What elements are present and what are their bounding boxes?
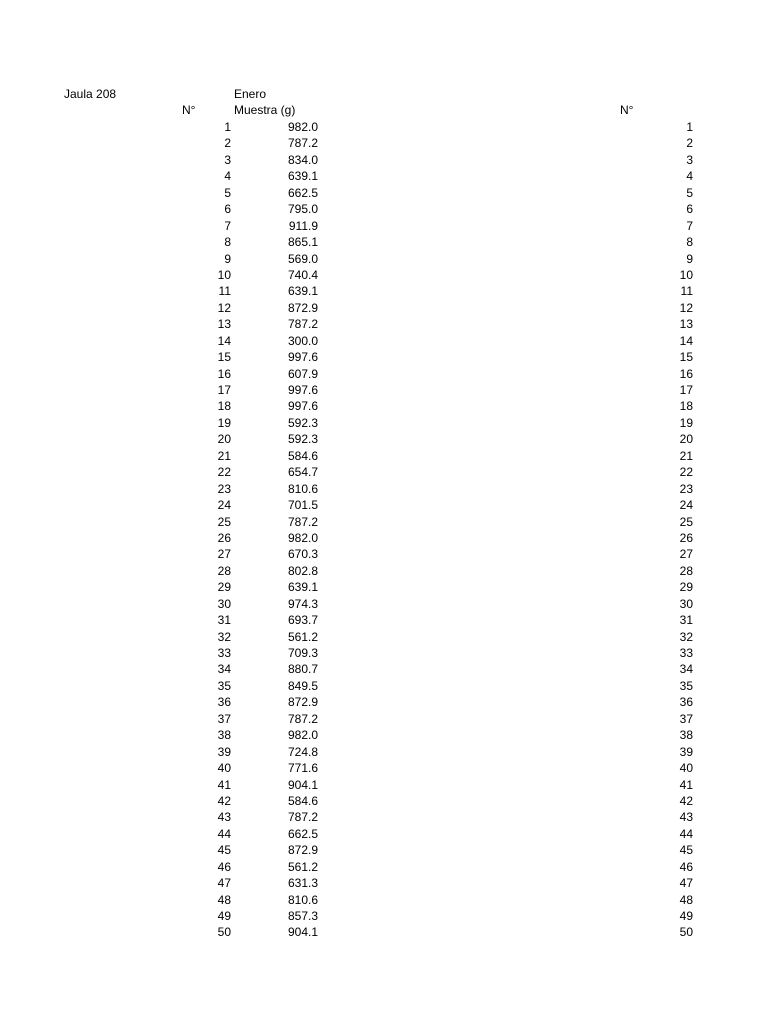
- row-number-right: 48: [679, 892, 693, 907]
- sample-value: 724.8: [287, 744, 318, 759]
- sample-value: 865.1: [287, 235, 318, 250]
- row-number-right: 32: [679, 629, 693, 644]
- row-number-right: 50: [679, 925, 693, 940]
- row-number: 1: [224, 120, 231, 134]
- sample-header: Muestra (g): [234, 103, 296, 117]
- row-number-right: 2: [686, 136, 693, 151]
- sample-value: 849.5: [287, 678, 318, 693]
- row-number-right: 45: [679, 843, 693, 858]
- row-number-right: 8: [686, 235, 693, 250]
- row-number: 22: [217, 465, 231, 480]
- row-number-right: 23: [679, 481, 693, 496]
- sample-value: 631.3: [287, 876, 318, 891]
- row-number-right: 43: [679, 810, 693, 825]
- row-number-right: 42: [679, 793, 693, 808]
- row-number-right: 11: [680, 284, 693, 299]
- sample-value: 639.1: [287, 580, 318, 595]
- row-number: 18: [217, 399, 231, 414]
- row-number: 28: [217, 563, 231, 578]
- row-number: 31: [217, 613, 231, 628]
- sample-value: 639.1: [287, 169, 318, 184]
- row-number-right: 6: [686, 202, 693, 217]
- row-number-right: 31: [679, 613, 693, 628]
- row-number: 21: [217, 448, 231, 463]
- row-number-right: 34: [679, 662, 693, 677]
- sample-value: 670.3: [287, 547, 318, 562]
- row-number: 47: [217, 876, 231, 891]
- row-number: 46: [217, 859, 231, 874]
- sample-value: 904.1: [287, 925, 318, 940]
- sample-value: 787.2: [287, 136, 318, 151]
- row-number: 48: [217, 892, 231, 907]
- row-number-right: 44: [679, 826, 693, 841]
- row-number: 3: [224, 152, 231, 167]
- sample-value: 810.6: [287, 892, 318, 907]
- row-number-right: 12: [679, 300, 693, 315]
- row-number: 45: [217, 843, 231, 858]
- row-number-right: 7: [686, 218, 693, 233]
- sample-value: 709.3: [287, 646, 318, 660]
- row-number: 30: [217, 596, 231, 611]
- right-number-column: [660, 119, 693, 941]
- sample-value: 810.6: [287, 481, 318, 496]
- sample-value: 607.9: [287, 366, 318, 381]
- row-number-right: 17: [679, 383, 693, 397]
- row-number: 7: [224, 218, 231, 233]
- left-number-column: [200, 119, 231, 941]
- row-number-right: 38: [679, 728, 693, 743]
- row-number: 5: [224, 185, 231, 200]
- row-number-right: 36: [679, 695, 693, 710]
- sample-value: 880.7: [287, 662, 318, 677]
- row-number-right: 49: [679, 909, 693, 923]
- sample-value: 787.2: [287, 317, 318, 332]
- row-number-right: 19: [679, 415, 693, 430]
- number-header-right: N°: [620, 103, 634, 117]
- row-number-right: 20: [679, 432, 693, 447]
- row-number-right: 9: [686, 251, 693, 266]
- sample-value: 569.0: [287, 251, 318, 266]
- row-number: 37: [217, 711, 231, 726]
- row-number: 14: [217, 333, 231, 348]
- sample-value: 693.7: [287, 613, 318, 628]
- number-header-left: N°: [182, 103, 196, 117]
- row-number: 12: [217, 300, 231, 315]
- sample-value: 561.2: [287, 859, 318, 874]
- cage-label: Jaula 208: [64, 87, 117, 101]
- row-number-right: 33: [679, 646, 693, 660]
- row-number: 6: [224, 202, 231, 217]
- sample-value: 300.0: [287, 333, 318, 348]
- row-number-right: 24: [679, 498, 693, 513]
- row-number-right: 30: [679, 596, 693, 611]
- sample-value: 584.6: [287, 448, 318, 463]
- row-number-right: 13: [679, 317, 693, 332]
- sample-value: 982.0: [287, 120, 318, 134]
- row-number-right: 46: [679, 859, 693, 874]
- row-number-right: 15: [679, 350, 693, 365]
- sample-value: 662.5: [287, 185, 318, 200]
- sample-value: 872.9: [287, 695, 318, 710]
- row-number: 32: [217, 629, 231, 644]
- row-number-right: 3: [686, 152, 693, 167]
- row-number: 11: [218, 284, 231, 299]
- row-number: 15: [217, 350, 231, 365]
- row-number: 20: [217, 432, 231, 447]
- sample-value: 662.5: [287, 826, 318, 841]
- sample-value: 997.6: [287, 350, 318, 365]
- row-number: 19: [217, 415, 231, 430]
- row-number: 44: [217, 826, 231, 841]
- sample-value: 592.3: [287, 415, 318, 430]
- row-number: 39: [217, 744, 231, 759]
- row-number: 2: [224, 136, 231, 151]
- row-number-right: 40: [679, 761, 693, 776]
- sample-value: 872.9: [287, 843, 318, 858]
- sample-value: 561.2: [287, 629, 318, 644]
- sample-value: 857.3: [287, 909, 318, 923]
- row-number-right: 41: [679, 777, 693, 792]
- row-number: 23: [217, 481, 231, 496]
- sample-value-column: [270, 119, 318, 941]
- row-number-right: 37: [679, 711, 693, 726]
- row-number: 38: [217, 728, 231, 743]
- row-number-right: 16: [679, 366, 693, 381]
- row-number-right: 35: [679, 678, 693, 693]
- sample-value: 787.2: [287, 711, 318, 726]
- row-number-right: 27: [679, 547, 693, 562]
- row-number-right: 10: [679, 267, 693, 282]
- row-number: 4: [224, 169, 231, 184]
- row-number-right: 22: [679, 465, 693, 480]
- row-number: 43: [217, 810, 231, 825]
- sample-value: 584.6: [287, 793, 318, 808]
- sample-value: 911.9: [288, 218, 318, 233]
- row-number: 42: [217, 793, 231, 808]
- sample-value: 787.2: [287, 810, 318, 825]
- row-number-right: 29: [679, 580, 693, 595]
- row-number: 24: [217, 498, 231, 513]
- row-number: 9: [224, 251, 231, 266]
- sample-value: 654.7: [287, 465, 318, 480]
- row-number: 50: [217, 925, 231, 940]
- row-number: 25: [217, 514, 231, 529]
- row-number-right: 28: [679, 563, 693, 578]
- row-number: 41: [217, 777, 231, 792]
- row-number: 35: [217, 678, 231, 693]
- sample-value: 701.5: [287, 498, 318, 513]
- sample-value: 795.0: [287, 202, 318, 217]
- row-number: 34: [217, 662, 231, 677]
- sample-value: 997.6: [287, 383, 318, 397]
- row-number: 29: [217, 580, 231, 595]
- row-number: 40: [217, 761, 231, 776]
- row-number-right: 21: [679, 448, 693, 463]
- row-number-right: 5: [686, 185, 693, 200]
- sample-value: 787.2: [287, 514, 318, 529]
- row-number-right: 39: [679, 744, 693, 759]
- row-number: 10: [217, 267, 231, 282]
- row-number-right: 25: [679, 514, 693, 529]
- row-number-right: 47: [679, 876, 693, 891]
- sample-value: 771.6: [287, 761, 318, 776]
- month-label: Enero: [234, 87, 267, 101]
- sample-value: 904.1: [287, 777, 318, 792]
- row-number: 27: [217, 547, 231, 562]
- sample-value: 997.6: [287, 399, 318, 414]
- sample-value: 872.9: [287, 300, 318, 315]
- row-number: 13: [217, 317, 231, 332]
- sample-value: 740.4: [287, 267, 318, 282]
- row-number: 16: [217, 366, 231, 381]
- sample-value: 974.3: [287, 596, 318, 611]
- row-number-right: 1: [686, 120, 693, 134]
- row-number-right: 14: [679, 333, 693, 348]
- row-number: 49: [217, 909, 231, 923]
- row-number: 8: [224, 235, 231, 250]
- row-number-right: 26: [679, 530, 693, 545]
- row-number: 26: [217, 530, 231, 545]
- sample-value: 802.8: [287, 563, 318, 578]
- row-number: 17: [217, 383, 231, 397]
- sample-value: 639.1: [287, 284, 318, 299]
- row-number-right: 18: [679, 399, 693, 414]
- sample-value: 834.0: [287, 152, 318, 167]
- sample-value: 982.0: [287, 530, 318, 545]
- row-number: 36: [217, 695, 231, 710]
- row-number: 33: [217, 646, 231, 660]
- row-number-right: 4: [686, 169, 693, 184]
- sample-value: 592.3: [287, 432, 318, 447]
- sample-value: 982.0: [287, 728, 318, 743]
